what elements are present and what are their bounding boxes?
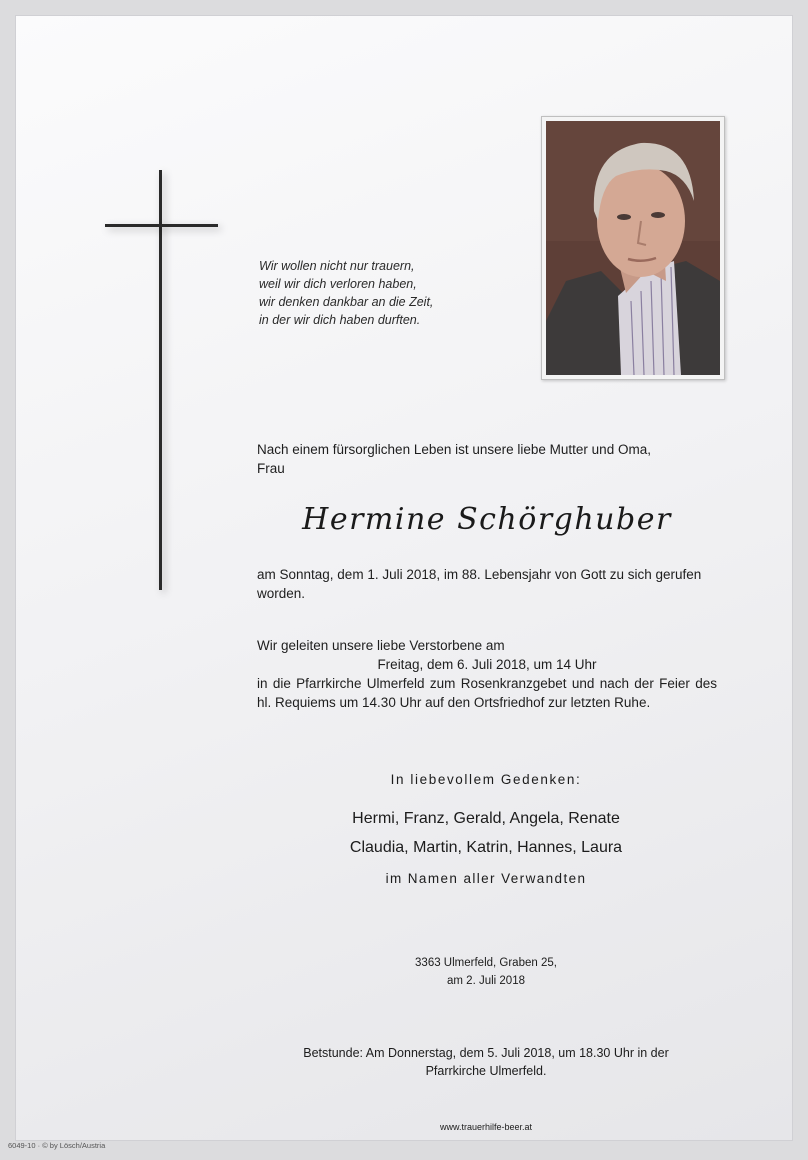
funeral-intro: Wir geleiten unsere liebe Verstorbene am — [257, 638, 505, 653]
quote-line: weil wir dich verloren haben, — [259, 277, 417, 291]
funeral-description: in die Pfarrkirche Ulmerfeld zum Rosenkranzgebet und nach der Feier des hl. Requiems um 14.30 Uhr auf den Ortsfriedhof zur letzten Ruhe. — [257, 676, 717, 710]
memorial-quote — [259, 257, 519, 329]
cross-icon — [159, 170, 162, 590]
address-line: 3363 Ulmerfeld, Graben 25, — [415, 957, 557, 969]
quote-line: Wir wollen nicht nur trauern, — [259, 259, 415, 273]
remembrance-heading: In liebevollem Gedenken: — [390, 772, 582, 787]
death-notice: am Sonntag, dem 1. Juli 2018, im 88. Lebensjahr von Gott zu sich gerufen worden. — [257, 567, 702, 601]
address-block — [216, 954, 756, 990]
intro-line: Nach einem fürsorglichen Leben ist unsere liebe Mutter und Oma, — [257, 442, 651, 457]
funeral-date: Freitag, dem 6. Juli 2018, um 14 Uhr — [377, 657, 597, 672]
prayer-hour-line: Pfarrkirche Ulmerfeld. — [425, 1064, 547, 1078]
quote-line: in der wir dich haben durften. — [259, 313, 421, 327]
print-footer: 6049-10 · © by Lösch/Austria — [8, 1141, 106, 1150]
prayer-hour-line: Betstunde: Am Donnerstag, dem 5. Juli 2018, um 18.30 Uhr in der — [303, 1046, 669, 1060]
website-link[interactable]: www.trauerhilfe-beer.at — [439, 1122, 533, 1132]
portrait-photo-frame — [541, 116, 725, 380]
family-line: Claudia, Martin, Katrin, Hannes, Laura — [349, 839, 623, 856]
portrait-photo — [546, 121, 720, 375]
deceased-name: Hermine Schörghuber — [302, 502, 672, 537]
prayer-hour-note — [216, 1044, 756, 1080]
intro-line: Frau — [257, 461, 285, 476]
family-names — [216, 804, 756, 862]
obituary-card — [16, 16, 792, 1140]
relatives-note: im Namen aller Verwandten — [385, 871, 587, 886]
cross-icon-bar — [105, 224, 218, 227]
address-date: am 2. Juli 2018 — [447, 975, 525, 987]
family-line: Hermi, Franz, Gerald, Angela, Renate — [352, 810, 620, 827]
funeral-details — [257, 636, 717, 712]
intro-text — [257, 440, 717, 478]
quote-line: wir denken dankbar an die Zeit, — [259, 295, 434, 309]
